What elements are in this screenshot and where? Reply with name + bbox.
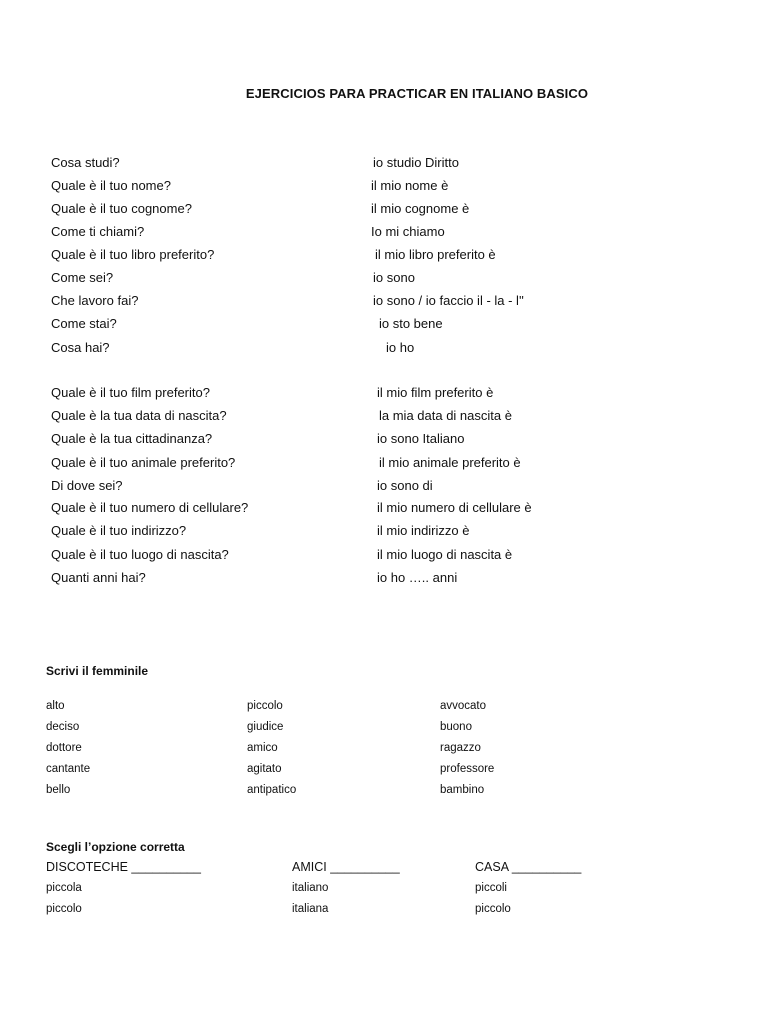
word-item: amico [247, 742, 278, 754]
qa-row [0, 224, 768, 244]
answer-text: il mio numero di cellulare è [377, 500, 532, 515]
option-item: piccola [46, 882, 82, 894]
option-heading: CASA __________ [475, 860, 582, 874]
qa-row [0, 523, 768, 543]
qa-row [0, 155, 768, 175]
qa-row [0, 270, 768, 290]
answer-text: il mio libro preferito è [375, 247, 496, 262]
word-item: bello [46, 784, 71, 796]
question-text: Quale è la tua data di nascita? [51, 408, 227, 423]
word-item: bambino [440, 784, 485, 796]
word-item: cantante [46, 763, 91, 775]
option-item: italiano [292, 882, 329, 894]
qa-row [0, 431, 768, 451]
answer-text: io sto bene [379, 316, 443, 331]
option-item: italiana [292, 903, 329, 915]
word-item: piccolo [247, 700, 283, 712]
question-text: Quanti anni hai? [51, 570, 146, 585]
answer-text: io studio Diritto [373, 155, 459, 170]
qa-row [0, 478, 768, 498]
page-title: EJERCICIOS PARA PRACTICAR EN ITALIANO BASICO [245, 86, 589, 101]
word-item: ragazzo [440, 742, 481, 754]
word-item: antipatico [247, 784, 297, 796]
word-item: agitato [247, 763, 282, 775]
answer-text: Io mi chiamo [371, 224, 445, 239]
question-text: Cosa studi? [51, 155, 120, 170]
question-text: Quale è il tuo cognome? [51, 201, 192, 216]
qa-row [0, 316, 768, 336]
question-text: Come ti chiami? [51, 224, 145, 239]
word-item: dottore [46, 742, 82, 754]
question-text: Quale è il tuo luogo di nascita? [51, 547, 229, 562]
question-text: Che lavoro fai? [51, 293, 139, 308]
qa-row [0, 340, 768, 360]
question-text: Di dove sei? [51, 478, 123, 493]
answer-text: io sono [373, 270, 415, 285]
answer-text: io ho [386, 340, 415, 355]
answer-text: io sono Italiano [377, 431, 465, 446]
opzione-section-title: Scegli l’opzione corretta [46, 840, 185, 854]
question-text: Quale è la tua cittadinanza? [51, 431, 213, 446]
question-text: Quale è il tuo libro preferito? [51, 247, 215, 262]
word-item: giudice [247, 721, 284, 733]
qa-row [0, 293, 768, 313]
answer-text: il mio animale preferito è [379, 455, 521, 470]
question-text: Quale è il tuo nome? [51, 178, 171, 193]
option-item: piccoli [475, 882, 507, 894]
word-item: avvocato [440, 700, 487, 712]
option-item: piccolo [46, 903, 82, 915]
question-text: Come sei? [51, 270, 114, 285]
question-text: Cosa hai? [51, 340, 110, 355]
femminile-section-title: Scrivi il femminile [46, 664, 149, 678]
answer-text: il mio film preferito è [377, 385, 494, 400]
word-item: professore [440, 763, 495, 775]
qa-row [0, 570, 768, 590]
qa-row [0, 385, 768, 405]
qa-row [0, 201, 768, 221]
option-heading: AMICI __________ [292, 860, 400, 874]
answer-text: il mio luogo di nascita è [377, 547, 513, 562]
qa-row [0, 500, 768, 520]
option-item: piccolo [475, 903, 511, 915]
word-item: alto [46, 700, 65, 712]
answer-text: il mio nome è [371, 178, 449, 193]
answer-text: io ho ….. anni [377, 570, 458, 585]
question-text: Quale è il tuo animale preferito? [51, 455, 236, 470]
option-heading: DISCOTECHE __________ [46, 860, 201, 874]
question-text: Come stai? [51, 316, 117, 331]
question-text: Quale è il tuo numero di cellulare? [51, 500, 249, 515]
question-text: Quale è il tuo indirizzo? [51, 523, 187, 538]
answer-text: io sono di [377, 478, 433, 493]
qa-row [0, 455, 768, 475]
word-item: deciso [46, 721, 80, 733]
qa-row [0, 547, 768, 567]
answer-text: il mio cognome è [371, 201, 470, 216]
question-text: Quale è il tuo film preferito? [51, 385, 210, 400]
qa-row [0, 408, 768, 428]
word-item: buono [440, 721, 472, 733]
qa-row [0, 178, 768, 198]
qa-row [0, 247, 768, 267]
answer-text: la mia data di nascita è [379, 408, 512, 423]
answer-text: io sono / io faccio il - la - l'' [373, 293, 524, 308]
answer-text: il mio indirizzo è [377, 523, 470, 538]
